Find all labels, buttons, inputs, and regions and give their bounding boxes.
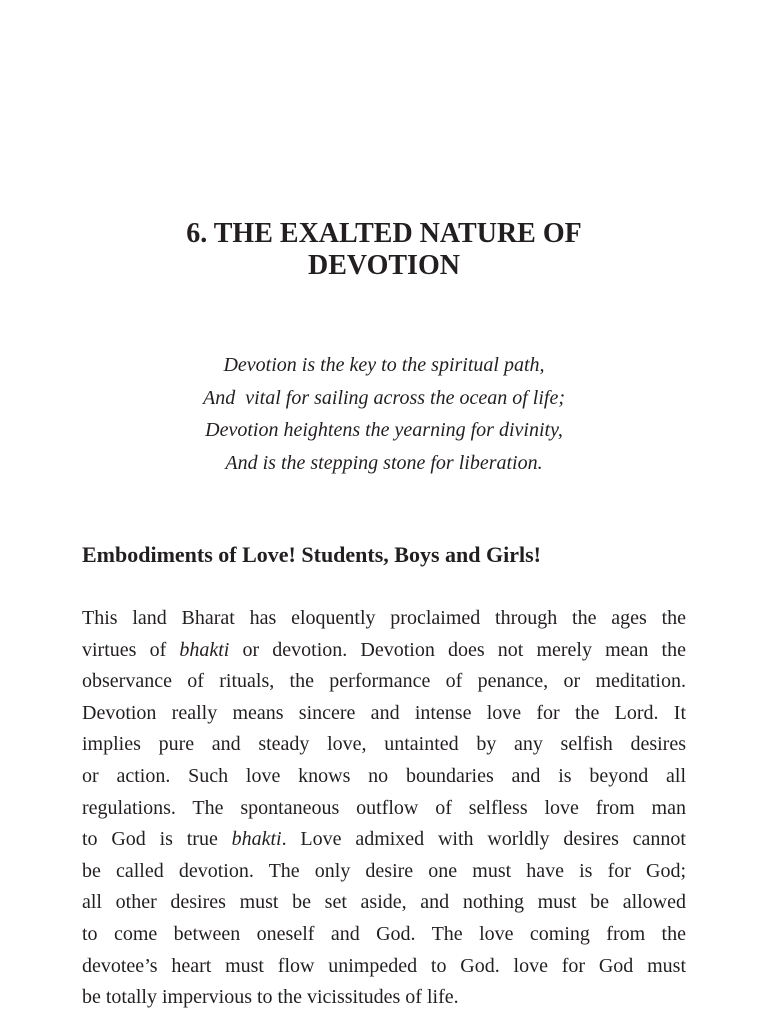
- paragraph-line: This land Bharat has eloquently proclaimed through the ages the: [82, 607, 686, 629]
- italic-term: bhakti: [231, 828, 282, 851]
- epigraph-line: And vital for sailing across the ocean of life;: [203, 386, 565, 409]
- epigraph-verse: [0, 349, 768, 479]
- epigraph-line: And is the stepping stone for liberation.: [225, 451, 543, 474]
- paragraph-line: observance of rituals, the performance of penance, or meditation.: [82, 670, 686, 693]
- paragraph-line: [82, 635, 686, 667]
- paragraph-line: regulations. The spontaneous outflow of selfless love from man: [82, 796, 686, 819]
- epigraph-line: Devotion is the key to the spiritual path,: [223, 354, 545, 376]
- salutation-heading: Embodiments of Love! Students, Boys and Girls!: [82, 542, 542, 567]
- paragraph-line: be totally impervious to the vicissitudes of life.: [82, 986, 459, 1009]
- body-paragraph: [82, 603, 686, 1014]
- italic-term: bhakti: [179, 638, 230, 661]
- paragraph-line: all other desires must be set aside, and nothing must be allowed: [82, 891, 686, 914]
- paragraph-line: implies pure and steady love, untainted by any selfish desires: [82, 733, 686, 756]
- chapter-title-line-2: DEVOTION: [308, 250, 460, 281]
- paragraph-line: Devotion really means sincere and intense love for the Lord. It: [82, 701, 686, 724]
- paragraph-line: to come between oneself and God. The love coming from the: [82, 922, 686, 945]
- chapter-title-line-1: 6. THE EXALTED NATURE OF: [186, 218, 582, 249]
- paragraph-line: [82, 824, 686, 856]
- paragraph-line: devotee’s heart must flow unimpeded to God. love for God must: [82, 954, 686, 977]
- epigraph-line: Devotion heightens the yearning for divinity,: [205, 419, 563, 441]
- chapter-title: [0, 218, 768, 282]
- paragraph-line: or action. Such love knows no boundaries and is beyond all: [82, 764, 686, 787]
- text-run: virtues of: [82, 638, 180, 661]
- text-run: . Love admixed with worldly desires cannot: [281, 828, 686, 851]
- paragraph-line: be called devotion. The only desire one must have is for God;: [82, 859, 686, 882]
- text-run: to God is true: [82, 828, 232, 851]
- text-run: or devotion. Devotion does not merely mean the: [229, 638, 686, 661]
